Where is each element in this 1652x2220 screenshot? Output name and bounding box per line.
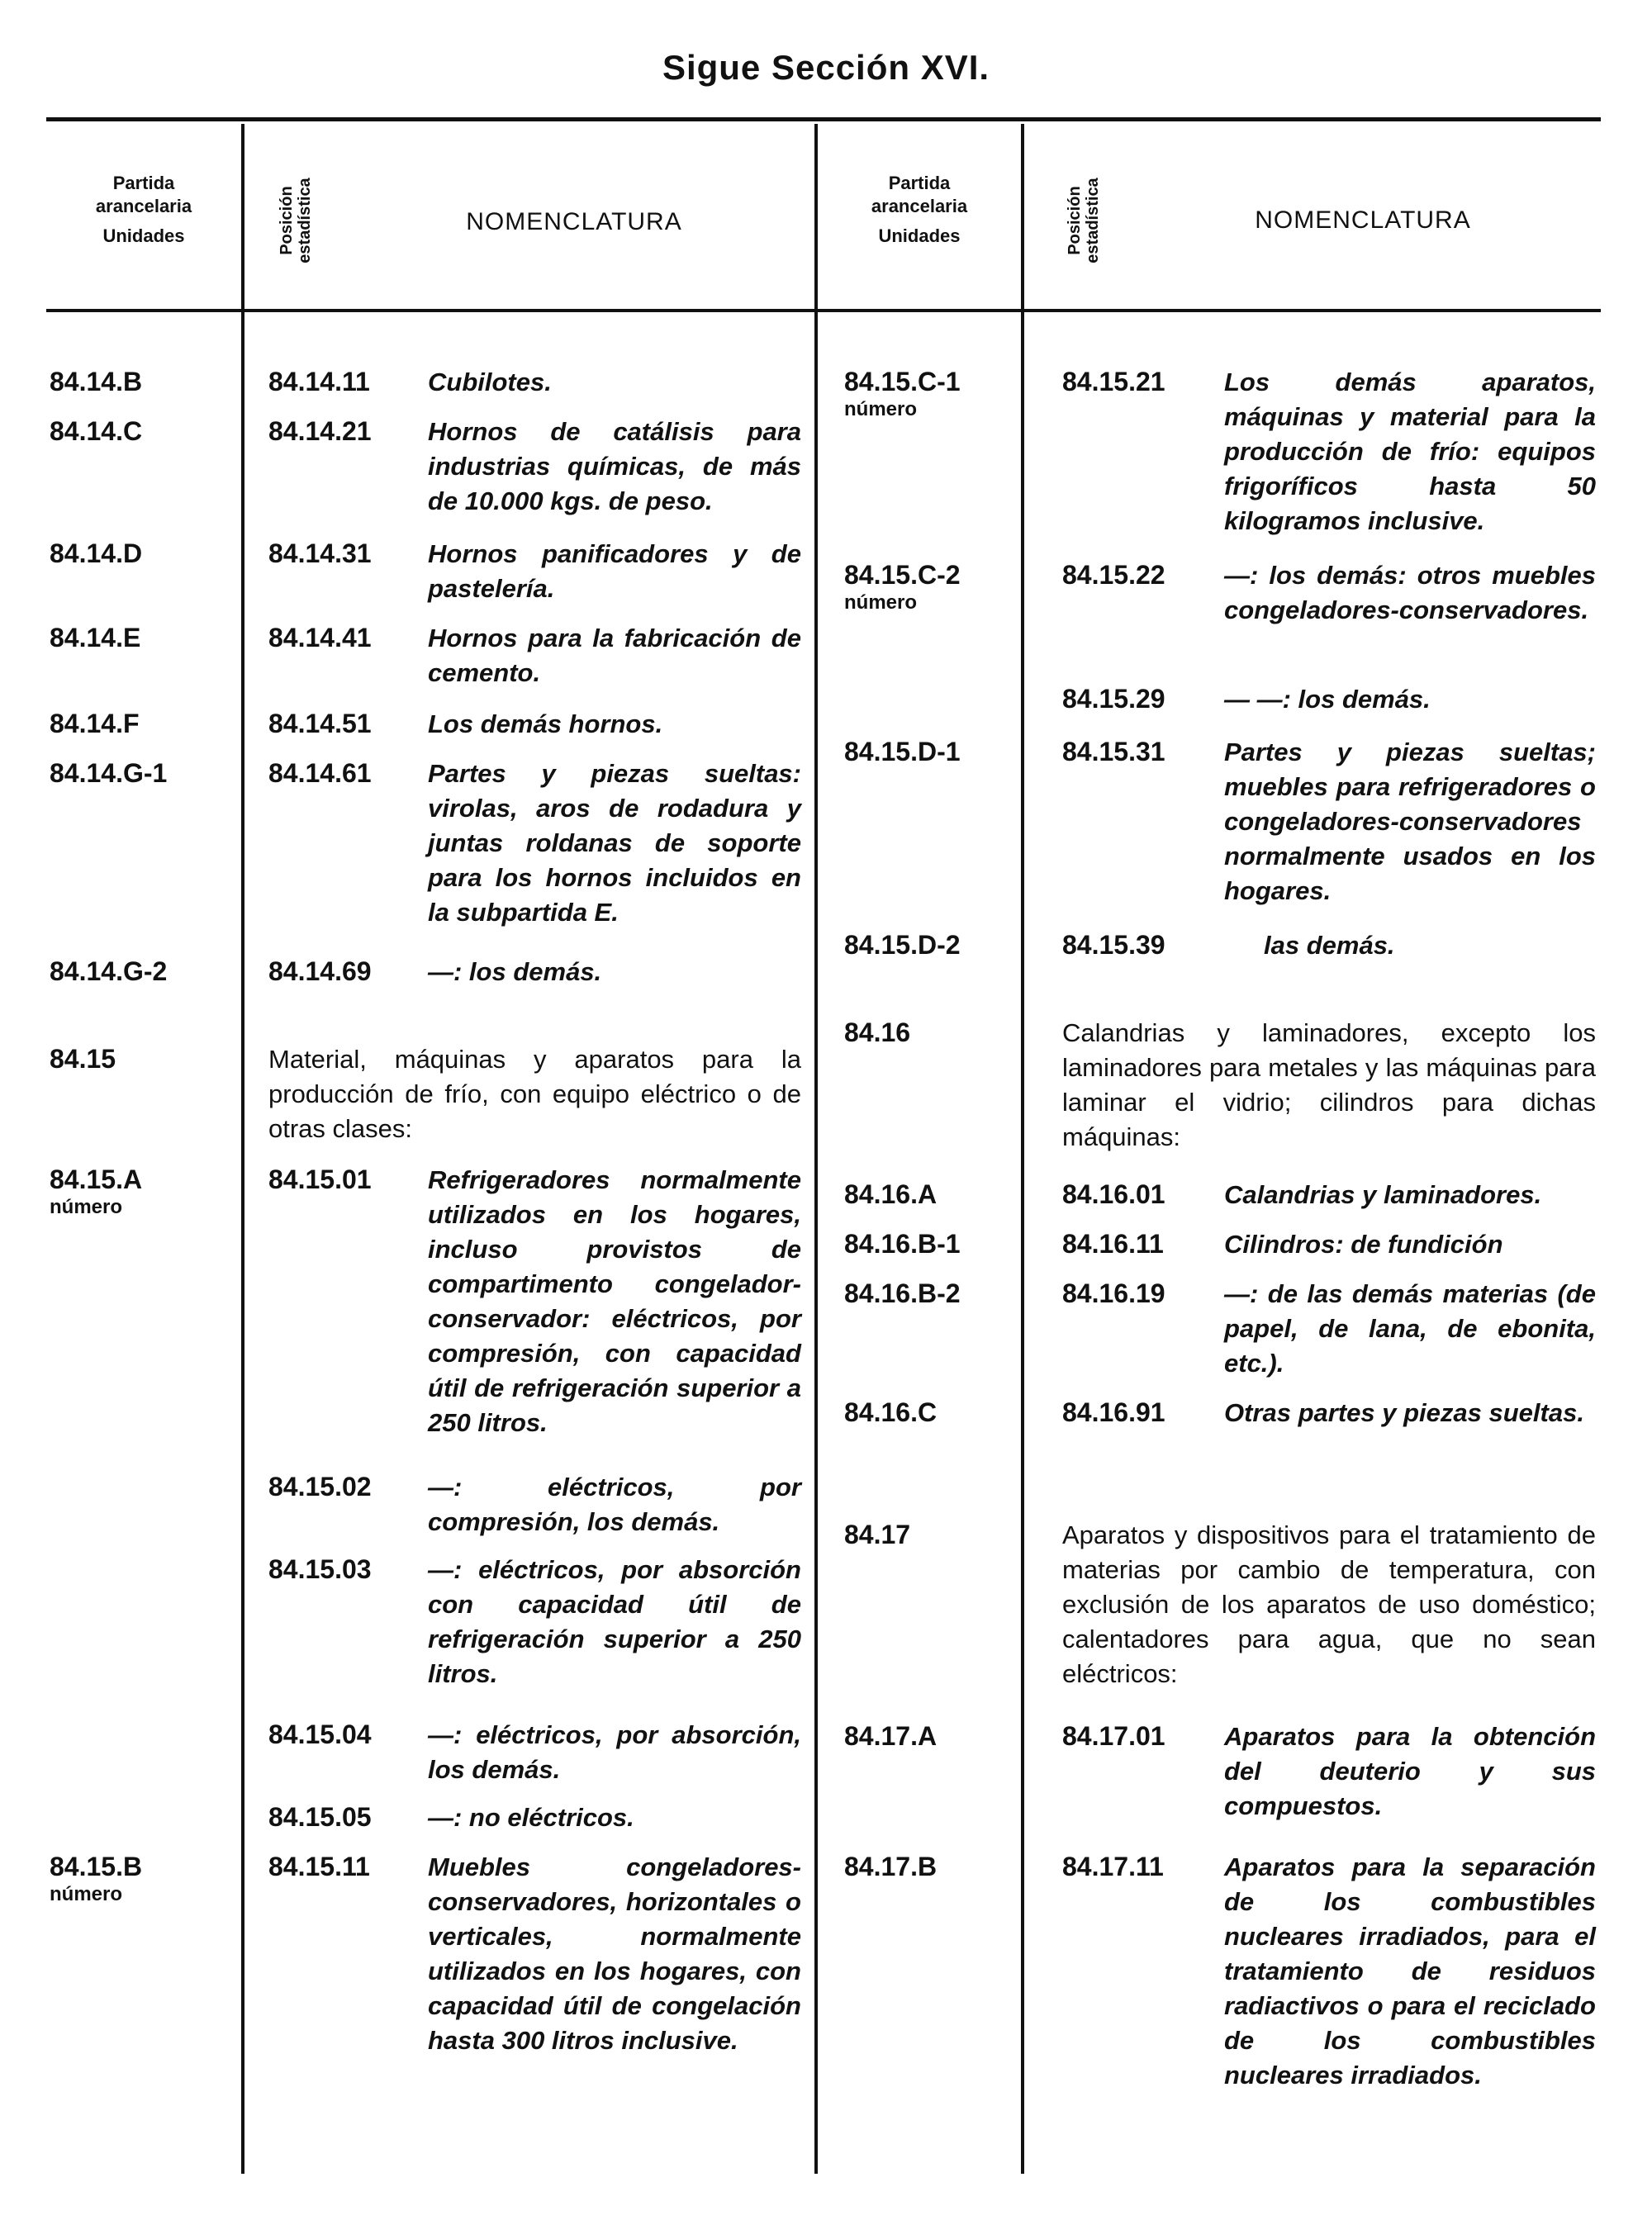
- posicion-code: 84.15.31: [1062, 737, 1165, 766]
- posicion-code: 84.14.69: [268, 956, 372, 986]
- description: Partes y piezas sueltas: virolas, aros de rodadura y juntas roldanas de soporte para los hornos incluidos en la subpartida E.: [428, 759, 801, 927]
- description: Los demás hornos.: [428, 709, 663, 738]
- description: Cilindros: de fundición: [1224, 1230, 1503, 1259]
- description: Hornos para la fabricación de cemento.: [428, 624, 801, 687]
- header-unidades-label: Unidades: [102, 225, 185, 246]
- partida-code: 84.16.B-1: [844, 1229, 961, 1259]
- description: Muebles congeladores-conservadores, horizontales o verticales, normalmente utilizados en los hogares, con capacidad útil de congelación hasta 300 litros inclusive.: [428, 1852, 801, 2055]
- description: —: eléctricos, por absorción con capacidad útil de refrigeración superior a 250 litros.: [428, 1555, 801, 1688]
- description: Los demás aparatos, máquinas y material para la producción de frío: equipos frigoríficos hasta 50 kilogramos inclusive.: [1224, 368, 1596, 535]
- column-divider-3: [1021, 124, 1024, 2174]
- header-top-rule: [46, 117, 1601, 121]
- description: Refrigeradores normalmente utilizados en los hogares, incluso provistos de compartimento congelador-conservador: eléctricos, por compresión, con capacidad útil de refrigeración superior a 250 litros.: [428, 1165, 801, 1437]
- heading-description: Material, máquinas y aparatos para la producción de frío, con equipo eléctrico o de otras clases:: [268, 1045, 801, 1143]
- header-posicion-left: [278, 167, 314, 274]
- heading-description: Calandrias y laminadores, excepto los laminadores para metales y las máquinas para laminar el vidrio; cilindros para dichas máquinas:: [1062, 1018, 1596, 1151]
- partida-code: 84.16: [844, 1017, 911, 1047]
- partida-code: 84.15: [50, 1044, 116, 1074]
- posicion-code: 84.15.22: [1062, 560, 1165, 590]
- description: —: los demás.: [428, 957, 602, 986]
- header-partida-label: Partida: [888, 173, 951, 193]
- posicion-code: 84.15.29: [1062, 684, 1165, 714]
- description: —: los demás: otros muebles congeladores-conservadores.: [1224, 561, 1596, 624]
- description: Aparatos para la obtención del deuterio y sus compuestos.: [1224, 1722, 1596, 1820]
- posicion-code: 84.14.51: [268, 709, 372, 738]
- partida-code: 84.14.G-1: [50, 758, 168, 788]
- posicion-code: 84.15.02: [268, 1472, 372, 1501]
- description: Hornos panificadores y de pastelería.: [428, 539, 801, 603]
- header-nomenclatura-right: NOMENCLATURA: [1255, 206, 1471, 234]
- partida-code: 84.16.A: [844, 1179, 938, 1209]
- partida-code: 84.15.D-2: [844, 930, 961, 960]
- posicion-code: 84.14.11: [268, 367, 370, 396]
- partida-code: 84.15.C-2: [844, 560, 961, 590]
- header-partida-label: Partida: [112, 173, 175, 193]
- partida-code: 84.15.B: [50, 1852, 143, 1881]
- posicion-code: 84.14.61: [268, 758, 372, 788]
- posicion-code: 84.15.05: [268, 1802, 372, 1832]
- unit-label: número: [844, 591, 918, 614]
- posicion-code: 84.15.01: [268, 1165, 372, 1194]
- posicion-code: 84.17.01: [1062, 1721, 1165, 1751]
- partida-cell: [844, 365, 1019, 421]
- posicion-code: 84.16.01: [1062, 1179, 1165, 1209]
- posicion-code: 84.15.04: [268, 1720, 372, 1749]
- partida-code: 84.15.A: [50, 1165, 143, 1194]
- header-nomenclatura-left: NOMENCLATURA: [466, 208, 682, 235]
- posicion-code: 84.16.19: [1062, 1278, 1165, 1308]
- header-posicion-label: Posición: [278, 186, 296, 255]
- partida-cell: [50, 1850, 240, 1906]
- partida-code: 84.14.E: [50, 623, 141, 652]
- description: —: de las demás materias (de papel, de lana, de ebonita, etc.).: [1224, 1279, 1596, 1378]
- posicion-code: 84.14.21: [268, 416, 372, 446]
- posicion-code: 84.17.11: [1062, 1852, 1164, 1881]
- header-bottom-rule: [46, 309, 1601, 312]
- partida-code: 84.17.A: [844, 1721, 938, 1751]
- posicion-code: 84.14.41: [268, 623, 372, 652]
- description: Partes y piezas sueltas; muebles para refrigeradores o congeladores-conservadores normalmente usados en los hogares.: [1224, 738, 1596, 905]
- description: — —: los demás.: [1224, 685, 1431, 714]
- column-divider-2: [814, 124, 818, 2174]
- description: —: no eléctricos.: [428, 1803, 634, 1832]
- page-title: Sigue Sección XVI.: [662, 48, 990, 87]
- description: —: eléctricos, por compresión, los demás.: [428, 1473, 801, 1536]
- description: las demás.: [1264, 931, 1395, 960]
- header-estadistica-label: estadística: [1084, 178, 1102, 263]
- posicion-code: 84.16.11: [1062, 1229, 1164, 1259]
- partida-cell: [844, 558, 1019, 614]
- partida-cell: [50, 1163, 240, 1219]
- posicion-code: 84.14.31: [268, 538, 372, 568]
- unit-label: número: [50, 1196, 123, 1218]
- header-arancelaria-label: arancelaria: [871, 196, 968, 216]
- description: Calandrias y laminadores.: [1224, 1180, 1542, 1209]
- partida-code: 84.16.B-2: [844, 1278, 961, 1308]
- description: —: eléctricos, por absorción, los demás.: [428, 1720, 801, 1784]
- header-unidades-label: Unidades: [878, 225, 961, 246]
- header-estadistica-label: estadística: [296, 178, 314, 263]
- partida-code: 84.16.C: [844, 1397, 938, 1427]
- unit-label: número: [50, 1883, 123, 1905]
- partida-code: 84.17.B: [844, 1852, 938, 1881]
- description: Aparatos para la separación de los combustibles nucleares irradiados, para el tratamiento de residuos radiactivos o para el reciclado de los combustibles nucleares irradiados.: [1224, 1852, 1596, 2090]
- header-posicion-label: Posición: [1066, 186, 1084, 255]
- posicion-code: 84.15.11: [268, 1852, 370, 1881]
- description: Hornos de catálisis para industrias químicas, de más de 10.000 kgs. de peso.: [428, 417, 801, 515]
- partida-code: 84.15.C-1: [844, 367, 961, 396]
- column-divider-1: [241, 124, 244, 2174]
- partida-code: 84.15.D-1: [844, 737, 961, 766]
- description: Otras partes y piezas sueltas.: [1224, 1398, 1584, 1427]
- partida-code: 84.14.G-2: [50, 956, 168, 986]
- header-partida-right: [818, 172, 1021, 248]
- unit-label: número: [844, 398, 918, 420]
- header-arancelaria-label: arancelaria: [95, 196, 192, 216]
- posicion-code: 84.15.21: [1062, 367, 1165, 396]
- partida-code: 84.17: [844, 1520, 911, 1549]
- header-posicion-right: [1066, 167, 1102, 274]
- posicion-code: 84.15.39: [1062, 930, 1165, 960]
- header-partida-left: [46, 172, 241, 248]
- partida-code: 84.14.B: [50, 367, 143, 396]
- heading-description: Aparatos y dispositivos para el tratamiento de materias por cambio de temperatura, con exclusión de los aparatos de uso doméstico; calentadores para agua, que no sean eléctricos:: [1062, 1520, 1596, 1688]
- partida-code: 84.14.C: [50, 416, 143, 446]
- posicion-code: 84.15.03: [268, 1554, 372, 1584]
- posicion-code: 84.16.91: [1062, 1397, 1165, 1427]
- partida-code: 84.14.D: [50, 538, 143, 568]
- description: Cubilotes.: [428, 368, 552, 396]
- partida-code: 84.14.F: [50, 709, 140, 738]
